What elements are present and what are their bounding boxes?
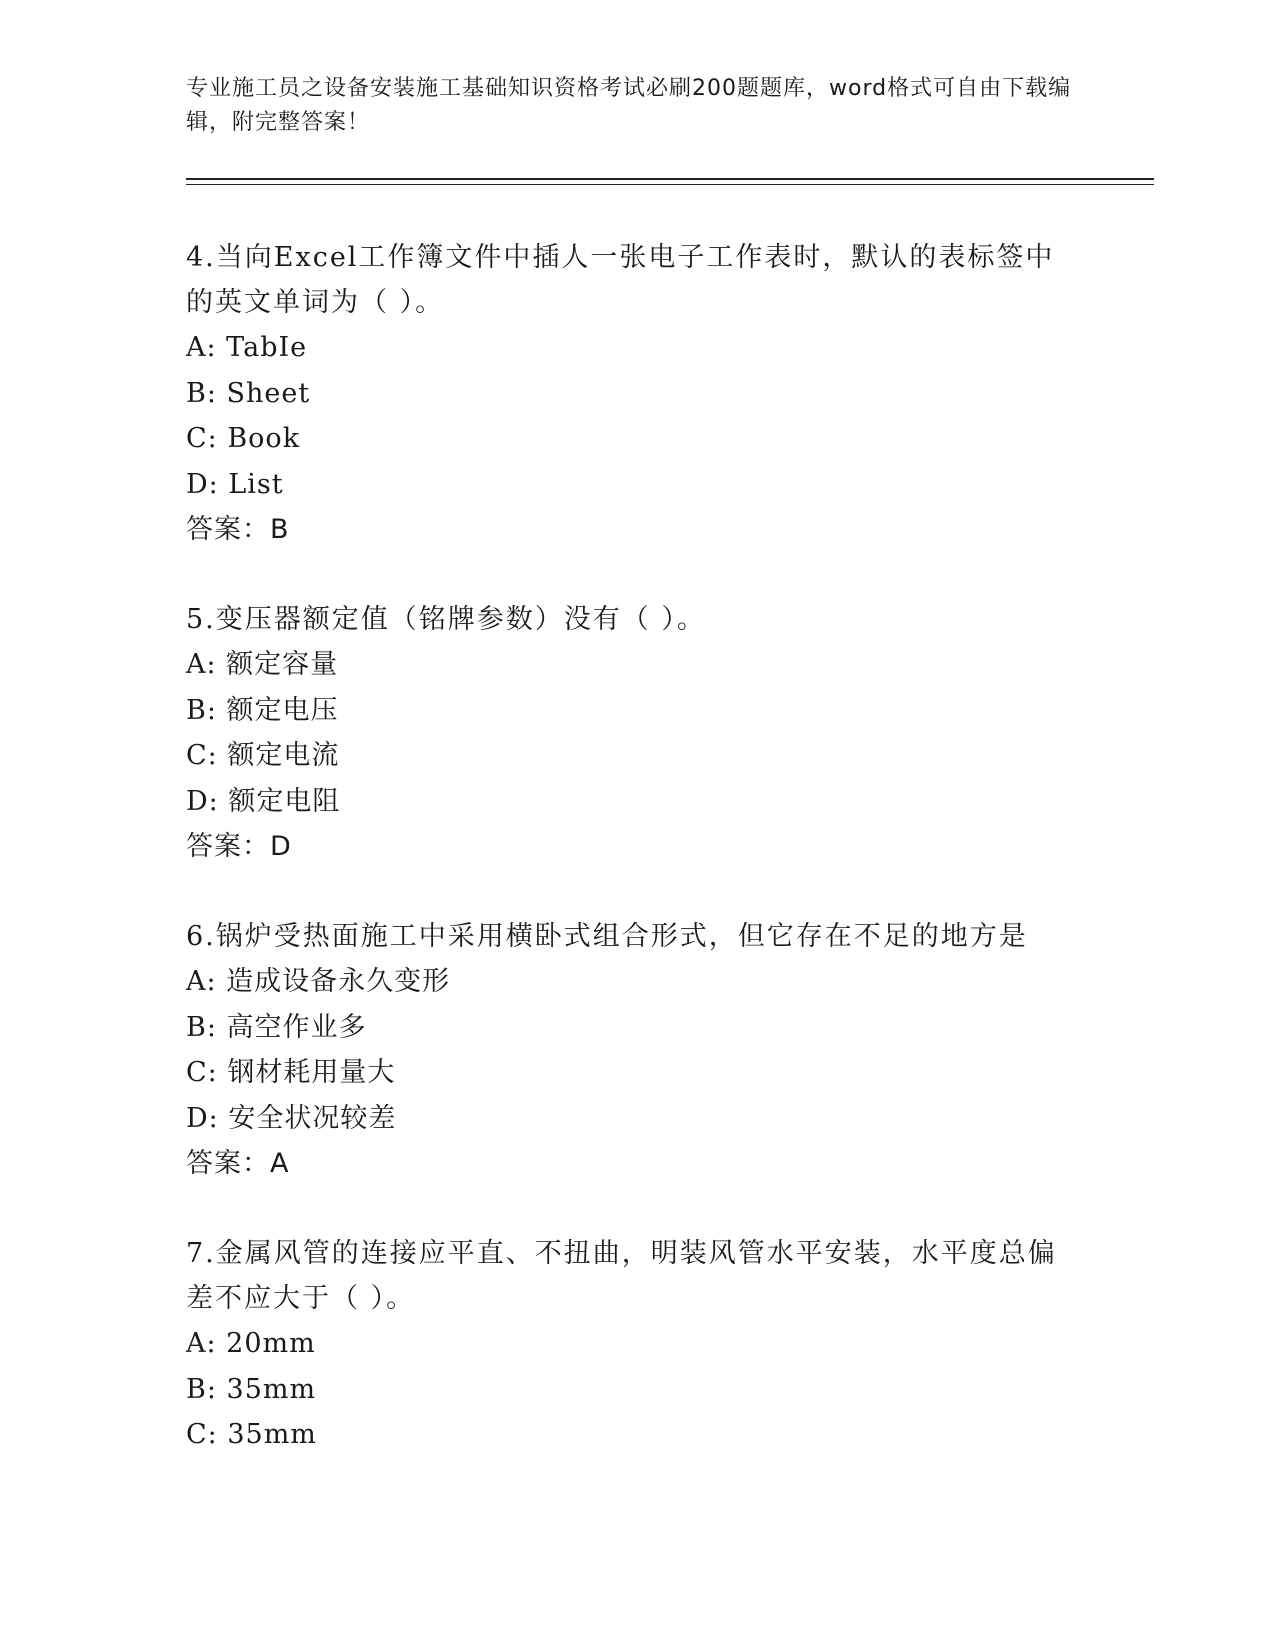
option-a: A: TabIe [186, 332, 308, 363]
option-b: B: 35mm [186, 1373, 317, 1405]
option-a: A: 20mm [186, 1328, 316, 1359]
option-a: A: 额定容量 [186, 649, 339, 680]
question-text: 5.变压器额定值（铭牌参数）没有（ ）。 [186, 604, 706, 635]
header-divider-thin [186, 184, 1154, 185]
document-title: 专业施工员之设备安装施工基础知识资格考试必刷200题题库，word格式可自由下载编辑，附完整答案！ [186, 76, 1072, 135]
question-text: 6.锅炉受热面施工中采用横卧式组合形式，但它存在不足的地方是 [186, 921, 1028, 952]
question-5 [186, 597, 1066, 870]
answer-text: 答案：B [186, 514, 290, 545]
answer-text: 答案：D [186, 831, 292, 862]
question-4 [186, 235, 1066, 553]
question-7 [186, 1231, 1066, 1458]
option-b: B: 高空作业多 [186, 1011, 367, 1043]
option-b: B: Sheet [186, 377, 311, 409]
option-d: D: 额定电阻 [186, 785, 341, 817]
question-list [186, 235, 1066, 1502]
option-d: D: List [186, 468, 284, 500]
question-text: 4.当向Excel工作簿文件中插人一张电子工作表时，默认的表标签中的英文单词为（ ）。 [186, 242, 1055, 318]
option-d: D: 安全状况较差 [186, 1102, 397, 1134]
option-b: B: 额定电压 [186, 694, 339, 726]
option-a: A: 造成设备永久变形 [186, 966, 451, 997]
question-text: 7.金属风管的连接应平直、不扭曲，明装风管水平安装，水平度总偏差不应大于（ ）。 [186, 1238, 1057, 1314]
question-6 [186, 914, 1066, 1187]
option-c: C: 35mm [186, 1419, 317, 1450]
option-c: C: Book [186, 423, 301, 454]
option-c: C: 额定电流 [186, 740, 340, 771]
option-c: C: 钢材耗用量大 [186, 1057, 396, 1088]
answer-text: 答案：A [186, 1148, 290, 1179]
header-divider-thick [186, 178, 1154, 180]
